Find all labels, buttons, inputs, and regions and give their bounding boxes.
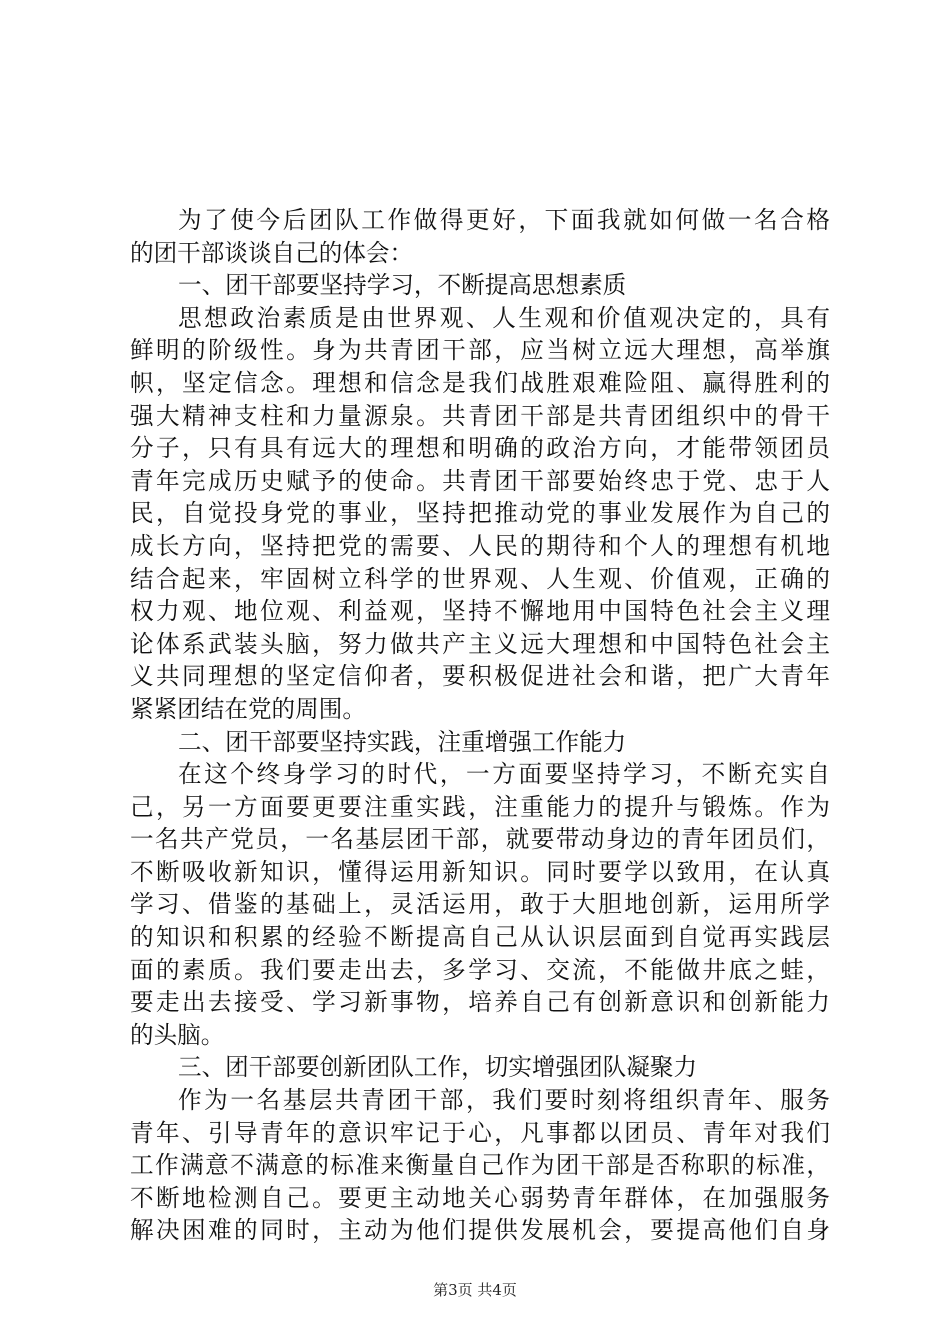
text-line: 义共同理想的坚定信仰者，要积极促进社会和谐，把广大青年 bbox=[130, 662, 830, 691]
text-line: 的团干部谈谈自己的体会： bbox=[130, 238, 414, 267]
text-line: 结合起来，牢固树立科学的世界观、人生观、价值观，正确的 bbox=[130, 564, 830, 593]
document-body bbox=[130, 204, 830, 1247]
text-line: 鲜明的阶级性。身为共青团干部，应当树立远大理想，高举旗 bbox=[130, 336, 830, 365]
section-heading: 二、团干部要坚持实践，注重增强工作能力 bbox=[178, 727, 627, 756]
text-line: 己，另一方面要更要注重实践，注重能力的提升与锻炼。作为 bbox=[130, 792, 830, 821]
text-line: 学习、借鉴的基础上，灵活运用，敢于大胆地创新，运用所学 bbox=[130, 890, 830, 919]
text-line: 强大精神支柱和力量源泉。共青团干部是共青团组织中的骨干 bbox=[130, 401, 830, 430]
text-line: 不断地检测自己。要更主动地关心弱势青年群体，在加强服务 bbox=[130, 1183, 830, 1212]
text-line: 民，自觉投身党的事业，坚持把推动党的事业发展作为自己的 bbox=[130, 499, 830, 528]
text-line: 成长方向，坚持把党的需要、人民的期待和个人的理想有机地 bbox=[130, 531, 830, 560]
text-line: 的知识和积累的经验不断提高自己从认识层面到自觉再实践层 bbox=[130, 923, 830, 952]
text-line: 思想政治素质是由世界观、人生观和价值观决定的，具有 bbox=[178, 303, 830, 332]
text-line: 工作满意不满意的标准来衡量自己作为团干部是否称职的标准， bbox=[130, 1151, 830, 1180]
text-line: 解决困难的同时，主动为他们提供发展机会，要提高他们自身 bbox=[130, 1216, 830, 1245]
text-line: 作为一名基层共青团干部，我们要时刻将组织青年、服务 bbox=[178, 1086, 830, 1115]
text-line: 一名共产党员，一名基层团干部，就要带动身边的青年团员们， bbox=[130, 825, 830, 854]
text-line: 帜，坚定信念。理想和信念是我们战胜艰难险阻、赢得胜利的 bbox=[130, 368, 830, 397]
text-line: 权力观、地位观、利益观，坚持不懈地用中国特色社会主义理 bbox=[130, 597, 830, 626]
text-line: 不断吸收新知识，懂得运用新知识。同时要学以致用，在认真 bbox=[130, 857, 830, 886]
text-line: 面的素质。我们要走出去，多学习、交流，不能做井底之蛙， bbox=[130, 955, 830, 984]
text-line: 青年、引导青年的意识牢记于心，凡事都以团员、青年对我们 bbox=[130, 1118, 830, 1147]
text-line: 为了使今后团队工作做得更好，下面我就如何做一名合格 bbox=[178, 206, 830, 234]
text-line: 在这个终身学习的时代，一方面要坚持学习，不断充实自 bbox=[178, 760, 830, 789]
page-number-footer: 第3页 共4页 bbox=[433, 1281, 517, 1299]
text-line: 分子，只有具有远大的理想和明确的政治方向，才能带领团员 bbox=[130, 434, 830, 463]
text-line: 论体系武装头脑，努力做共产主义远大理想和中国特色社会主 bbox=[130, 629, 830, 658]
text-line: 要走出去接受、学习新事物，培养自己有创新意识和创新能力 bbox=[130, 988, 830, 1017]
text-line: 紧紧团结在党的周围。 bbox=[130, 694, 366, 723]
section-heading: 一、团干部要坚持学习，不断提高思想素质 bbox=[178, 271, 627, 300]
section-heading: 三、团干部要创新团队工作，切实增强团队凝聚力 bbox=[178, 1053, 698, 1082]
text-line: 的头脑。 bbox=[130, 1020, 225, 1049]
text-line: 青年完成历史赋予的使命。共青团干部要始终忠于党、忠于人 bbox=[130, 466, 830, 495]
